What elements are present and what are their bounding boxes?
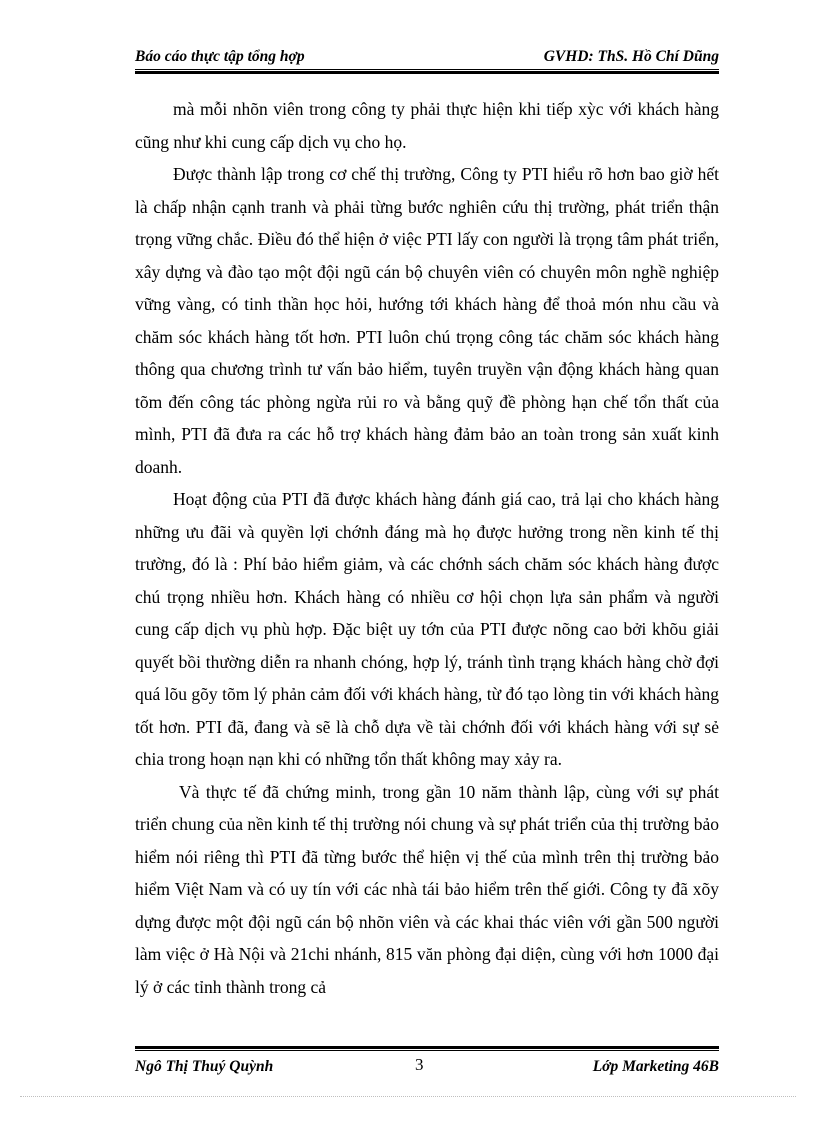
page-header [135, 46, 719, 68]
footer-class: Lớp Marketing 46B [592, 1058, 719, 1075]
footer-author: Ngô Thị Thuý Quỳnh [135, 1058, 274, 1075]
body-paragraph-1: mà mỗi nhõn viên trong công ty phải thực hiện khi tiếp xỳc với khách hàng cũng như khi cung cấp dịch vụ cho họ. [135, 99, 719, 152]
page-number: 3 [415, 1055, 424, 1074]
footer-divider-thin [135, 1050, 719, 1051]
footer-divider-thick [135, 1046, 719, 1049]
header-divider-thick [135, 71, 719, 74]
page-bottom-border [20, 1096, 796, 1097]
page-body [135, 93, 719, 1003]
header-supervisor: GVHD: ThS. Hồ Chí Dũng [543, 48, 719, 65]
body-paragraph-3: Hoạt động của PTI đã được khách hàng đánh giá cao, trả lại cho khách hàng những ưu đãi và quyền lợi chớnh đáng mà họ được hưởng trong nền kinh tế thị trường, đó là : Phí bảo hiểm giảm, và các chớnh sách chăm sóc khách hàng được chú trọng nhiều hơn. Khách hàng có nhiều cơ hội chọn lựa sản phẩm và người cung cấp dịch vụ phù hợp. Đặc biệt uy tớn của PTI được nõng cao bởi khõu giải quyết bồi thường diễn ra nhanh chóng, hợp lý, tránh tình trạng khách hàng chờ đợi quá lõu gõy tõm lý phản cảm đối với khách hàng, từ đó tạo lòng tin với khách hàng tốt hơn. PTI đã, đang và sẽ là chỗ dựa về tài chớnh đối với khách hàng với sự sẻ chia trong hoạn nạn khi có những tổn thất không may xảy ra. [135, 489, 719, 769]
header-divider-thin [135, 69, 719, 70]
body-paragraph-2: Được thành lập trong cơ chế thị trường, Công ty PTI hiểu rõ hơn bao giờ hết là chấp nhận cạnh tranh và phải từng bước nghiên cứu thị trường, phát triển thận trọng vững chắc. Điều đó thể hiện ở việc PTI lấy con người là trọng tâm phát triển, xây dựng và đào tạo một đội ngũ cán bộ chuyên viên có chuyên môn nghề nghiệp vững vàng, có tinh thần học hỏi, hướng tới khách hàng để thoả món nhu cầu và chăm sóc khách hàng tốt hơn. PTI luôn chú trọng công tác chăm sóc khách hàng thông qua chương trình tư vấn bảo hiểm, tuyên truyền vận động khách hàng quan tõm đến công tác phòng ngừa rủi ro và bằng quỹ đề phòng hạn chế tổn thất của mình, PTI đã đưa ra các hỗ trợ khách hàng đảm bảo an toàn trong sản xuất kinh doanh. [135, 164, 719, 477]
header-report-title: Báo cáo thực tập tổng hợp [135, 48, 305, 65]
body-paragraph-4: Và thực tế đã chứng minh, trong gần 10 năm thành lập, cùng với sự phát triển chung của nền kinh tế thị trường nói chung và sự phát triển của thị trường bảo hiểm nói riêng thì PTI đã từng bước thể hiện vị thế của mình trên thị trường bảo hiểm Việt Nam và có uy tín với các nhà tái bảo hiểm trên thế giới. Công ty đã xõy dựng được một đội ngũ cán bộ nhõn viên và các khai thác viên với gần 500 người làm việc ở Hà Nội và 21chi nhánh, 815 văn phòng đại diện, cùng với hơn 1000 đại lý ở các tỉnh thành trong cả [135, 781, 719, 997]
page-footer [135, 1055, 719, 1079]
